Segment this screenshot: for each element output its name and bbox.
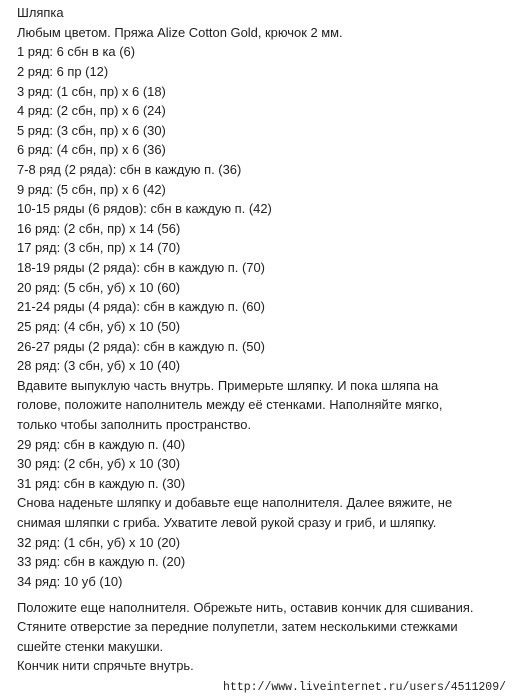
- instruction-paragraph-line: Положите еще наполнителя. Обрежьте нить, оставив кончик для сшивания.: [17, 599, 474, 615]
- source-watermark: http://www.liveinternet.ru/users/4511209/: [223, 681, 506, 694]
- row-instruction: 21-24 ряды (4 ряда): сбн в каждую п. (60): [17, 299, 265, 315]
- row-instruction: 29 ряд: сбн в каждую п. (40): [17, 436, 186, 452]
- row-instruction: 9 ряд: (5 сбн, пр) x 6 (42): [17, 181, 166, 197]
- row-instruction: 30 ряд: (2 сбн, уб) x 10 (30): [17, 456, 181, 472]
- row-instruction: 3 ряд: (1 сбн, пр) x 6 (18): [17, 83, 166, 99]
- instruction-paragraph-line: сшейте стенки макушки.: [17, 638, 164, 654]
- row-instruction: 28 ряд: (3 сбн, уб) x 10 (40): [17, 358, 181, 374]
- row-instruction: 31 ряд: сбн в каждую п. (30): [17, 475, 186, 491]
- materials-line: Любым цветом. Пряжа Alize Cotton Gold, крючок 2 мм.: [17, 24, 343, 40]
- row-instruction: 16 ряд: (2 сбн, пр) x 14 (56): [17, 220, 181, 236]
- instruction-paragraph-line: только чтобы заполнить пространство.: [17, 417, 252, 432]
- instruction-paragraph-line: снимая шляпки с гриба. Ухватите левой рукой сразу и гриб, и шляпку.: [17, 515, 437, 531]
- instruction-paragraph-line: Снова наденьте шляпку и добавьте еще наполнителя. Далее вяжите, не: [17, 495, 453, 511]
- row-instruction: 17 ряд: (3 сбн, пр) x 14 (70): [17, 240, 181, 256]
- row-instruction: 18-19 ряды (2 ряда): сбн в каждую п. (70): [17, 260, 265, 275]
- row-instruction: 20 ряд: (5 сбн, уб) x 10 (60): [17, 279, 181, 295]
- instruction-paragraph-line: Стяните отверстие за передние полупетли, затем несколькими стежками: [17, 619, 458, 635]
- row-instruction: 4 ряд: (2 сбн, пр) x 6 (24): [17, 103, 166, 119]
- row-instruction: 32 ряд: (1 сбн, уб) x 10 (20): [17, 534, 181, 550]
- row-instruction: 33 ряд: сбн в каждую п. (20): [17, 554, 186, 570]
- row-instruction: 7-8 ряд (2 ряда): сбн в каждую п. (36): [17, 161, 242, 177]
- row-instruction: 1 ряд: 6 сбн в ка (6): [17, 44, 136, 60]
- row-instruction: 2 ряд: 6 пр (12): [17, 63, 109, 79]
- row-instruction: 25 ряд: (4 сбн, уб) x 10 (50): [17, 318, 181, 334]
- row-instruction: 5 ряд: (3 сбн, пр) x 6 (30): [17, 122, 166, 138]
- instruction-paragraph-line: Вдавите выпуклую часть внутрь. Примерьте шляпку. И пока шляпа на: [17, 377, 439, 393]
- instruction-paragraph-line: голове, положите наполнитель между её стенками. Наполняйте мягко,: [17, 397, 443, 413]
- row-instruction: 34 ряд: 10 уб (10): [17, 573, 123, 589]
- row-instruction: 6 ряд: (4 сбн, пр) x 6 (36): [17, 142, 166, 158]
- instruction-paragraph-line: Кончик нити спрячьте внутрь.: [17, 658, 194, 674]
- row-instruction: 26-27 ряды (2 ряда): сбн в каждую п. (50): [17, 338, 265, 354]
- row-instruction: 10-15 ряды (6 рядов): сбн в каждую п. (42): [17, 201, 272, 217]
- pattern-title: Шляпка: [17, 5, 64, 20]
